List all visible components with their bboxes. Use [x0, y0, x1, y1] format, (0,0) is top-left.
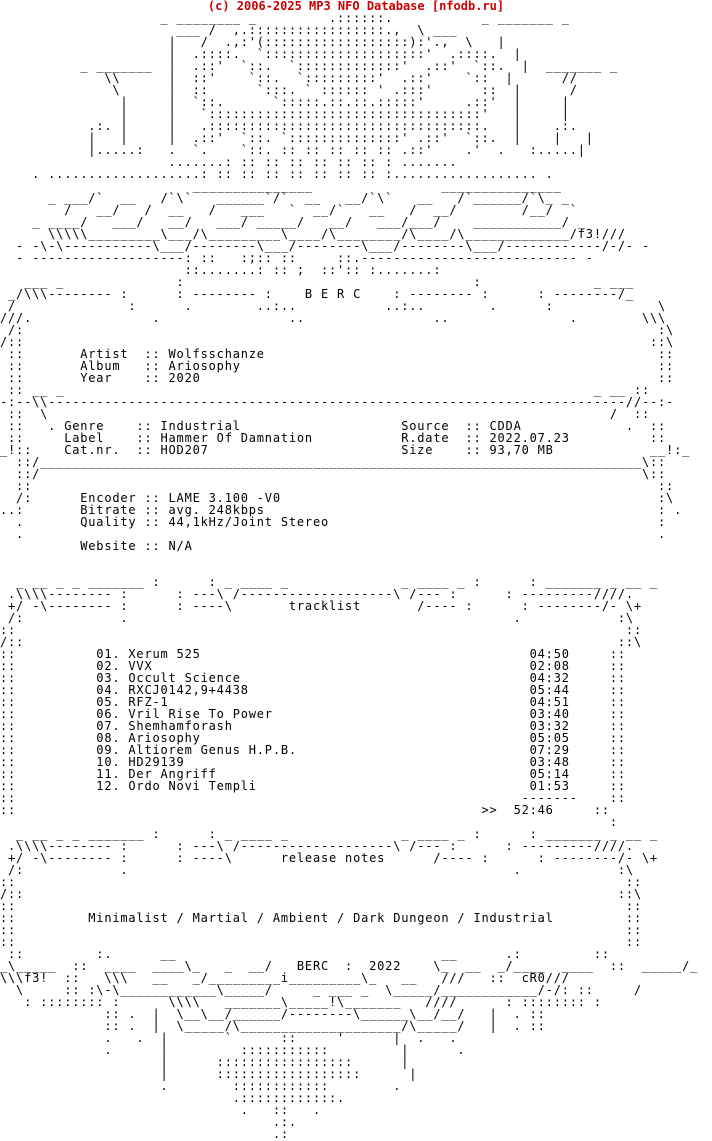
copyright-header: (c) 2006-2025 MP3 NFO Database [nfodb.ru]	[207, 0, 505, 13]
nfo-ascii-art: _ ________ _ .::::::. _ _______ _ ___ / ,.:::::::::::::::::., \ ___ | / .,:'(::::::::::::::::::):'., \ | | .::::. `::::::::::::::::::::' .::::. | _ _______ | .::' `::. `:::::::::::::' .::' `::. | _______ _ \\ | ::' `::. `:::::::::' .::' `:: | // \ | :: `:::. ` :::::: ' .:::' :: | / | | `::. `:::::.::.::.:::::' .::' | | | | `::::::::::::::::::::::::::::::::::' | | .:. | | .::::::::::::::::::::::::::::::::::. | .:. | | | .::' `::. `::::::::::::::' .::' `::. | | | |.....: . `. `::. :: :: :: :: :: .::' .' . :.....| .......: :: :: :: :: :: :: : ....... . ...................: :: :: :: :: :: :: :: :.................. . _______________ _______________ _ ___/` __ /`\` ______`/` __ __/`\` __ /`______/`\_ _ / __/ / __ / ___ ` __/` __ / __/ /__/ ` _ ____/ ___/ __/ ___/ _____/ __/ ___/___/ ___________/ _ \\\\\_________\___/\_________\____/\________/\____/\_____________/f3!/// - -\-\-----------\___/--------\___/--------\___/--------\___/------------/-/- - - -------------------: :: :;:: :: ::.--------------------------- - ::.......: :: ; ::':: :.......: ___ _ : : _ ___ _/\\\-------- : : -------- : B E R C : -------- : : --------/_ / : . ..:.. ..:.. . : \ ///. . .. .. . \\\ /: :\ /:: ::\ :: Artist :: Wolfsschanze :: :: Album :: Ariosophy :: :: Year :: 2020 :: :: __ _ _ __ :: -:--\\------------------------------------------------------------------------//--:- :: \ / :: :: . Genre :: Industrial Source :: CDDA . :: :: Label :: Hammer Of Damnation R.date :: 2022.07.23 :: _!:: Cat.nr. :: HOD207 Size :: 93,70 MB __!:_ ::/___________________________________________________________________________\:: ::/ \:: :: :: /: Encoder :: LAME 3.100 -V0 :\ ..: Bitrate :: avg. 248kbps : . . Quality :: 44,1kHz/Joint Stereo : . . Website :: N/A _ __ _ _ _______ : : _ ____ _ _ ____ _ : : _______ _ __ _ .\\\\-------- : : ---\ /-------------------\ /--- : : ---------////. +/ -\-------- : : ----\ tracklist /---- : : --------/- \+ /: . . :\ :: :: /:: ::\ :: 01. Xerum 525 04:50 :: :: 02. VVX 02:08 :: :: 03. Occult Science 04:32 :: :: 04. RXCJ0142,9+4438 05:44 :: :: 05. RFZ-1 04:51 :: :: 06. Vril Rise To Power 03:40 :: :: 07. Shemhamforash 03:32 :: :: 08. Ariosophy 05:05 :: :: 09. Altiorem Genus H.P.B. 07:29 :: :: 10. HD29139 03:48 :: :: 11. Der Angriff 05:14 :: :: 12. Ordo Novi Templi 01:53 :: :: ------- :: :: >> 52:46 :: : _ __ _ _ _______ : : _ ____ _ _ ____ _ : : _______ _ __ _ .\\\\-------- : : ---\ /-------------------\ /--- : : ---------////. +/ -\-------- : : ----\ release notes /---- : : --------/- \+ /: . . :\ :: :: /:: ::\ :: :: :: Minimalist / Martial / Ambient / Dark Dungeon / Industrial :: :: :: :: :: :: :. __ __ .: :: _\_____ :: ____ ____\_ _ __/ BERC : 2022 \_ __ _/____ ____ :: _____/_ \\\f3! :: \\\ __ _/_________i_________\_ __ /// :: cR0/// \ :: :\-\____________\_____/ _ ___ _ \_____/____________/-/: :: / : :::::::: : \\\\ _______\_____!\_______ //// : :::::::: : :: . | \__\__/______/--------\______\__/__/ | . :: :: . | \_____/\____________________/\_____/ | . :: . . | ` :: ' | . . . | ::::::::::: | . | ::::::::::::::::: | | :::::::::::::::::: | . :::::::::::: . .::::::::::::. . :: . .:. .:	[0, 11, 699, 1141]
